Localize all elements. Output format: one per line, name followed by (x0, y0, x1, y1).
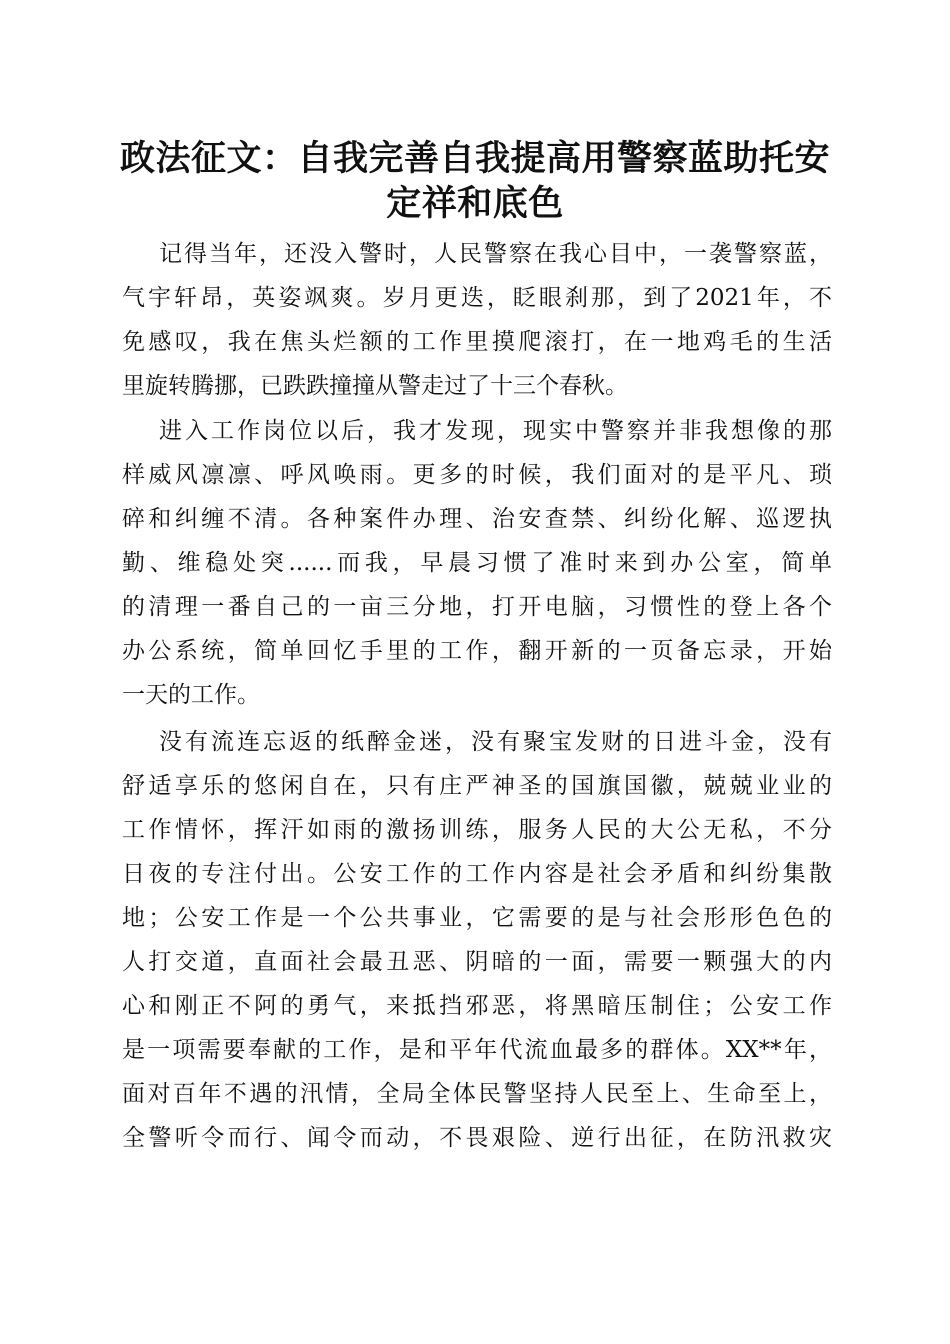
paragraph-line: 免感叹，我在焦头烂额的工作里摸爬滚打，在一地鸡毛的生活 (122, 329, 832, 355)
paragraph-line: 全警听令而行、闻令而动，不畏艰险、逆行出征，在防汛救灾 (122, 1125, 832, 1151)
title-line-2: 定祥和底色 (386, 183, 564, 224)
paragraph-line: 气宇轩昂，英姿飒爽。岁月更迭，眨眼刹那，到了2021年，不 (122, 285, 832, 311)
paragraph-line: 碎和纠缠不清。各种案件办理、治安查禁、纠纷化解、巡逻执 (122, 506, 832, 532)
paragraph-line: 一天的工作。 (122, 682, 260, 708)
paragraph-line: 里旋转腾挪，已跌跌撞撞从警走过了十三个春秋。 (122, 373, 628, 399)
paragraph-line: 心和刚正不阿的勇气，来抵挡邪恶，将黑暗压制住；公安工作 (122, 993, 832, 1019)
paragraph-line: 办公系统，简单回忆手里的工作，翻开新的一页备忘录，开始 (122, 638, 832, 664)
paragraph-line: 是一项需要奉献的工作，是和平年代流血最多的群体。XX**年， (122, 1037, 832, 1063)
paragraph-line: 进入工作岗位以后，我才发现，现实中警察并非我想像的那 (159, 418, 832, 444)
paragraph-line: 样威风凛凛、呼风唤雨。更多的时候，我们面对的是平凡、琐 (122, 462, 832, 488)
paragraph-line: 地；公安工作是一个公共事业，它需要的是与社会形形色色的 (122, 905, 832, 931)
paragraph-line: 没有流连忘返的纸醉金迷，没有聚宝发财的日进斗金，没有 (159, 729, 832, 755)
document-title (110, 136, 840, 226)
paragraph-line: 舒适享乐的悠闲自在，只有庄严神圣的国旗国徽，兢兢业业的 (122, 773, 832, 799)
paragraph-line: 工作情怀，挥汗如雨的激扬训练，服务人民的大公无私，不分 (122, 817, 832, 843)
paragraph-line: 人打交道，直面社会最丑恶、阴暗的一面，需要一颗强大的内 (122, 949, 832, 975)
paragraph-line: 日夜的专注付出。公安工作的工作内容是社会矛盾和纠纷集散 (122, 861, 832, 887)
title-line-1: 政法征文：自我完善自我提高用警察蓝助托安 (119, 138, 830, 179)
paragraph-line: 的清理一番自己的一亩三分地，打开电脑，习惯性的登上各个 (122, 594, 832, 620)
paragraph-line: 记得当年，还没入警时，人民警察在我心目中，一袭警察蓝， (159, 241, 832, 267)
paragraph-line: 面对百年不遇的汛情，全局全体民警坚持人民至上、生命至上， (122, 1081, 832, 1107)
paragraph-line: 勤、维稳处突......而我，早晨习惯了准时来到办公室，简单 (122, 550, 832, 576)
